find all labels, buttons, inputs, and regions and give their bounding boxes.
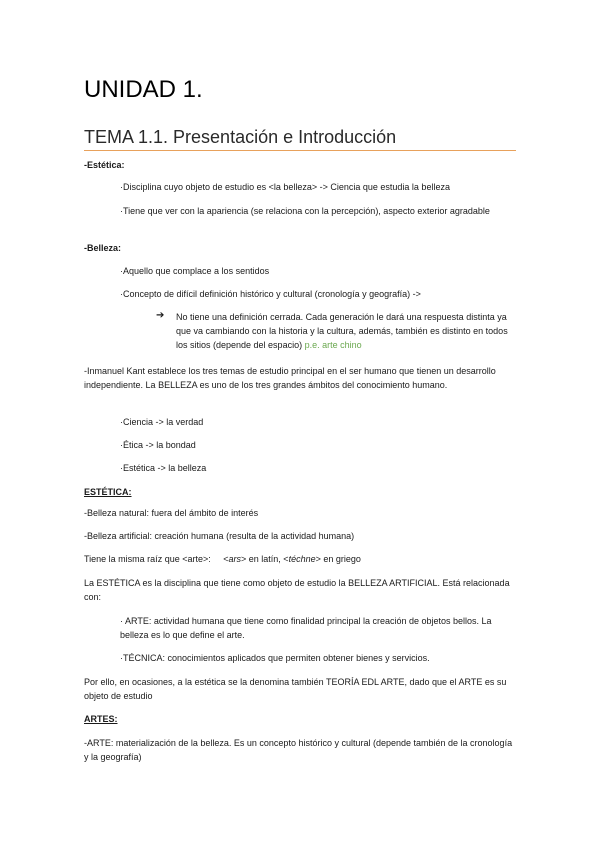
page-subtitle: TEMA 1.1. Presentación e Introducción [84,127,397,147]
artes-section-heading: ARTES: [84,714,118,724]
kant-item-ciencia: ·Ciencia -> la verdad [120,417,204,427]
estetica-item-2: ·Tiene que ver con la apariencia (se relaciona con la percepción), aspecto exterior agradable [120,206,490,216]
title-underline-rule [84,150,516,151]
raiz-prefix: Tiene la misma raíz que <arte>: [84,554,211,564]
raiz-techne-word: téchne [288,554,316,564]
arte-definition: · ARTE: actividad humana que tiene como finalidad principal la creación de objetos bellos. La belleza es lo que define el arte. [120,616,492,640]
raiz-line [84,553,361,565]
belleza-artificial-line: -Belleza artificial: creación humana (resulta de la actividad humana) [84,531,355,541]
belleza-item-2: ·Concepto de difícil definición histórico y cultural (cronología y geografía) -> [120,289,421,299]
page-title: UNIDAD 1. [84,76,203,103]
disciplina-paragraph: La ESTÉTICA es la disciplina que tiene como objeto de estudio la BELLEZA ARTIFICIAL. Está relacionada con: [84,578,510,602]
arte-final-paragraph: -ARTE: materialización de la belleza. Es un concepto histórico y cultural (depende también de la cronología y la geografía) [84,738,513,762]
belleza-natural-line: -Belleza natural: fuera del ámbito de interés [84,508,259,518]
raiz-ars-close: > en latín, < [241,554,289,564]
arrow-paragraph [176,310,516,352]
arrow-text: No tiene una definición cerrada. Cada generación le dará una respuesta distinta ya que va cambiando con la historia y la cultura, además, también es distinto en todos los sitios (depende del espacio) [176,312,508,350]
tecnica-definition: ·TÉCNICA: conocimientos aplicados que permiten obtener bienes y servicios. [120,653,430,663]
kant-item-etica: ·Ética -> la bondad [120,440,196,450]
raiz-ars-open: < [223,554,229,564]
arrow-bullet-icon: ➔ [156,310,165,321]
estetica-item-1: ·Disciplina cuyo objeto de estudio es <la belleza> -> Ciencia que estudia la belleza [120,182,450,192]
por-ello-paragraph: Por ello, en ocasiones, a la estética se la denomina también TEORÍA EDL ARTE, dado que el ARTE es su objeto de estudio [84,677,507,701]
raiz-ars-word: ars [228,554,242,564]
estetica-section-heading: ESTÉTICA: [84,487,132,497]
raiz-end: > en griego [315,554,361,564]
estetica-heading: -Estética: [84,160,125,170]
belleza-heading: -Belleza: [84,243,122,253]
kant-paragraph: -Inmanuel Kant establece los tres temas de estudio principal en el ser humano que tienen un desarrollo independiente. La BELLEZA es uno de los tres grandes ámbitos del conocimiento humano. [84,366,496,390]
belleza-item-1: ·Aquello que complace a los sentidos [120,266,270,276]
kant-item-estetica: ·Estética -> la belleza [120,463,207,473]
arrow-example: p.e. arte chino [304,340,362,350]
